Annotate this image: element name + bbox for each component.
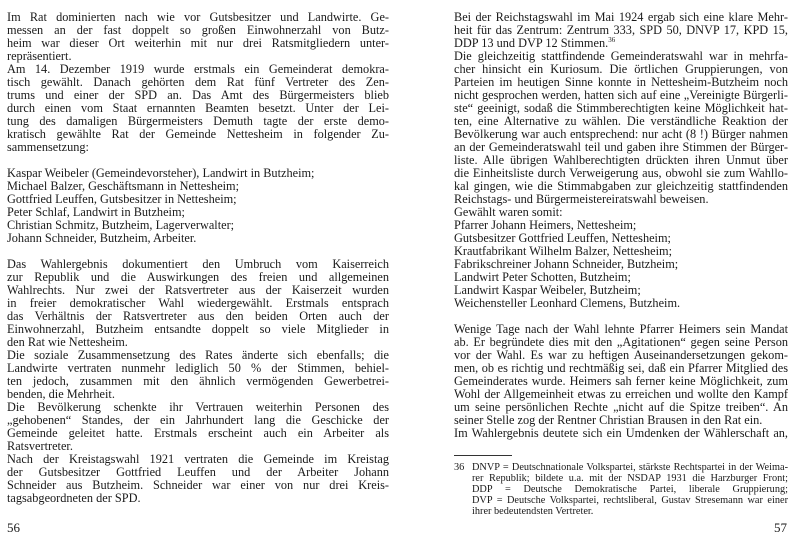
list-item: Johann Schneider, Butzheim, Arbeiter. xyxy=(7,231,197,245)
paragraph xyxy=(454,427,788,440)
footnote-divider xyxy=(454,455,512,456)
footnote-text xyxy=(472,462,788,517)
list-item: Landwirt Kaspar Weibeler, Butzheim; xyxy=(454,283,641,297)
text-line: Die soziale Zusammensetzung des Rates änderte sich ebenfalls; die xyxy=(7,348,389,362)
text-line: nicht gesprochen werden, hatten sich auf eine „Vereinigte Bürgerli- xyxy=(454,88,788,102)
footnote-reference[interactable]: 36 xyxy=(608,36,616,44)
council-member-list xyxy=(7,167,389,245)
text-line: DDP = Deutsche Demokratische Partei, liberale Gruppierung; xyxy=(472,484,788,495)
text-line: DNVP = Deutschnationale Volkspartei, stärkste Rechtspartei in der Weima- xyxy=(472,462,788,473)
text-line: Reichstags- und Bürgermeistereiratswahl beweisen. xyxy=(454,192,709,206)
footnote xyxy=(454,462,788,517)
text-line: Bei der Reichstagswahl im Mai 1924 ergab sich eine klare Mehr- xyxy=(454,10,788,24)
text-line: Gemeinderates wurde. Heimers sah ferner keine Möglichkeit, zum xyxy=(454,374,788,388)
text-line: messen an der fast doppelt so großen Einwohnerzahl von Butz- xyxy=(7,23,389,37)
footnote-number: 36 xyxy=(454,462,465,473)
text-line: Schneider aus Butzheim. Schneider war einer von nur drei Kreis- xyxy=(7,478,389,492)
text-line: repräsentiert. xyxy=(7,49,72,63)
text-line: Am 14. Dezember 1919 wurde erstmals ein Gemeinderat demokra- xyxy=(7,62,389,76)
text-line: kratisch gewählte Rat der Gemeinde Nettesheim in folgender Zu- xyxy=(7,127,389,141)
paragraph xyxy=(7,453,389,505)
paragraph xyxy=(454,323,788,427)
list-item: Christian Schmitz, Butzheim, Lagerverwalter; xyxy=(7,218,235,232)
text-line: das Verhältnis der Ratsvertreter aus den beiden Orten auch der xyxy=(7,309,389,323)
text-line: an der Gemeinderatswahl teil und gaben ihre Stimmen der Bürger- xyxy=(454,140,788,154)
text-line: ten jedoch, zusammen mit den ähnlich vermögenden Gewerbetrei- xyxy=(7,374,389,388)
text-line: Das Wahlergebnis dokumentiert den Umbruch vom Kaiserreich xyxy=(7,257,389,271)
list-item: Fabrikschreiner Johann Schneider, Butzheim; xyxy=(454,257,679,271)
text-line: Die Bevölkerung schenkte ihr Vertrauen weiterhin Personen des xyxy=(7,400,389,414)
list-item: Landwirt Peter Schotten, Butzheim; xyxy=(454,270,631,284)
right-page xyxy=(400,0,799,545)
text-line: sammensetzung: xyxy=(7,140,89,154)
text-line: tung des damaligen Bürgermeisters Demuth tagte der erste demo- xyxy=(7,114,389,128)
text-line: Parteien im heutigen Sinne konnte in Nettesheim-Butzheim noch xyxy=(454,75,788,89)
text-line: rer Republik; bildete u.a. mit der NSDAP 1931 die Harzburger Front; xyxy=(472,473,788,484)
list-item: Gutsbesitzer Gottfried Leuffen, Nettesheim; xyxy=(454,231,671,245)
paragraph xyxy=(7,11,389,63)
elected-intro: Gewählt waren somit: xyxy=(454,205,563,219)
text-line: den Rat wie Nettesheim. xyxy=(7,335,128,349)
list-item: Krautfabrikant Wilhelm Balzer, Nettesheim; xyxy=(454,244,673,258)
text-line: DDP 13 und DVP 12 Stimmen.$^{36}$ xyxy=(454,36,616,50)
text-line: die Einheitsliste durch Verweigerung aus, obwohl sie zum Wahllo- xyxy=(454,166,788,180)
text-line: ten, eine Alternative zu wählen. Die verständliche Reaktion der xyxy=(454,114,788,128)
left-text-column xyxy=(7,11,389,505)
text-line: Einwohnerzahl, Butzheim entsandte doppelt so viele Mitglieder in xyxy=(7,322,389,336)
text-line: vor der Wahl. Es war zu heftigen Auseinandersetzungen gekom- xyxy=(454,348,788,362)
list-item: Gottfried Leuffen, Gutsbesitzer in Nettesheim; xyxy=(7,192,237,206)
text-line: Bevölkerung war auch entsprechend: nur acht (8 !) Bürger nahmen xyxy=(454,127,788,141)
text-line: ihrer bedeutendsten Vertreter. xyxy=(472,506,594,517)
text-line: ab. Er begründete dies mit den „Agitationen“ gegen seine Person xyxy=(454,335,788,349)
text-line: men, ob es richtig und rechtmäßig sei, daß ein Pfarrer Mitglied des xyxy=(454,361,788,375)
text-line: Landwirte vertraten nunmehr lediglich 50 % der Stimmen, behiel- xyxy=(7,361,389,375)
text-line: trums und einer der SPD an. Das Amt des Bürgermeisters blieb xyxy=(7,88,389,102)
text-line: heim war dieser Ort weiterhin mit nur drei Ratsmitgliedern unter- xyxy=(7,36,389,50)
text-line: Im Rat dominierten nach wie vor Gutsbesitzer und Landwirte. Ge- xyxy=(7,10,389,24)
text-line: Die gleichzeitig stattfindende Gemeinderatswahl war in mehrfa- xyxy=(454,49,788,63)
page-number: 57 xyxy=(774,520,787,535)
text-line: tagsabgeordneten der SPD. xyxy=(7,491,141,505)
text-line: Ratsvertreter. xyxy=(7,439,73,453)
list-item: Michael Balzer, Geschäftsmann in Nettesheim; xyxy=(7,179,240,193)
text-line: der Gutsbesitzer Gottfried Leuffen und der Arbeiter Johann xyxy=(7,465,389,479)
list-item: Peter Schlaf, Landwirt in Butzheim; xyxy=(7,205,185,219)
paragraph xyxy=(454,11,788,50)
paragraph xyxy=(7,349,389,401)
text-line: kal gingen, wie die Stimmabgaben zur gleichzeitig stattfindenden xyxy=(454,179,788,193)
text-line: durch einen vom Staat ernannten Beamten besetzt. Unter der Lei- xyxy=(7,101,389,115)
text-line: cher hinsicht ein Kuriosum. Die örtlichen Gruppierungen, von xyxy=(454,62,788,76)
text-line: ste“ geeinigt, sodaß die Stimmberechtigten keine Möglichkeit hat- xyxy=(454,101,788,115)
text-line: Nach der Kreistagswahl 1921 vertraten die Gemeinde im Kreistag xyxy=(7,452,389,466)
text-line: seiner Stelle zog der Rentner Christian Brausen in den Rat ein. xyxy=(454,413,763,427)
paragraph xyxy=(7,258,389,349)
text-line: Gemeinde geleitet hatte. Erstmals erscheint auch ein Arbeiter als xyxy=(7,426,389,440)
text-line: Wohl der Allgemeinheit etwas zu erreichen und wollte den Kampf xyxy=(454,387,788,401)
text-line: heit für das Zentrum: Zentrum 333, SPD 50, DNVP 17, KPD 15, xyxy=(454,23,788,37)
text-line: liste. Alle übrigen Wahlberechtigten drückten ihren Unmut über xyxy=(454,153,788,167)
text-line: tisch gewählt. Danach gehörten dem Rat fünf Vertreter des Zen- xyxy=(7,75,389,89)
text-line: in freier demokratischer Wahl wiedergewählt. Erstmals entsprach xyxy=(7,296,389,310)
text-line: um seine persönlichen Rechte „nicht auf die Spitze treiben“. An xyxy=(454,400,788,414)
elected-member-list xyxy=(454,219,788,310)
text-line: Im Wahlergebnis deutete sich ein Umdenken der Wählerschaft an, xyxy=(454,426,788,440)
right-text-column xyxy=(454,11,788,440)
paragraph xyxy=(7,401,389,453)
text-line: zur Republik und die Auswirkungen des freien und allgemeinen xyxy=(7,270,389,284)
page-number: 56 xyxy=(7,520,20,535)
paragraph xyxy=(454,50,788,206)
list-item: Weichensteller Leonhard Clemens, Butzheim. xyxy=(454,296,681,310)
text-line: Wahlrechts. Nur zwei der Ratsvertreter aus der Kaiserzeit wurden xyxy=(7,283,389,297)
list-item: Pfarrer Johann Heimers, Nettesheim; xyxy=(454,218,637,232)
paragraph xyxy=(7,63,389,154)
text-line: DVP = Deutsche Volkspartei, rechtsliberal, Gustav Stresemann war einer xyxy=(472,495,788,506)
list-item: Kaspar Weibeler (Gemeindevorsteher), Landwirt in Butzheim; xyxy=(7,166,315,180)
text-line: „gehobenen“ Standes, der ein Jahrhundert lang die Geschicke der xyxy=(7,413,389,427)
text-line: benden, die Mehrheit. xyxy=(7,387,115,401)
text-line: Wenige Tage nach der Wahl lehnte Pfarrer Heimers sein Mandat xyxy=(454,322,788,336)
